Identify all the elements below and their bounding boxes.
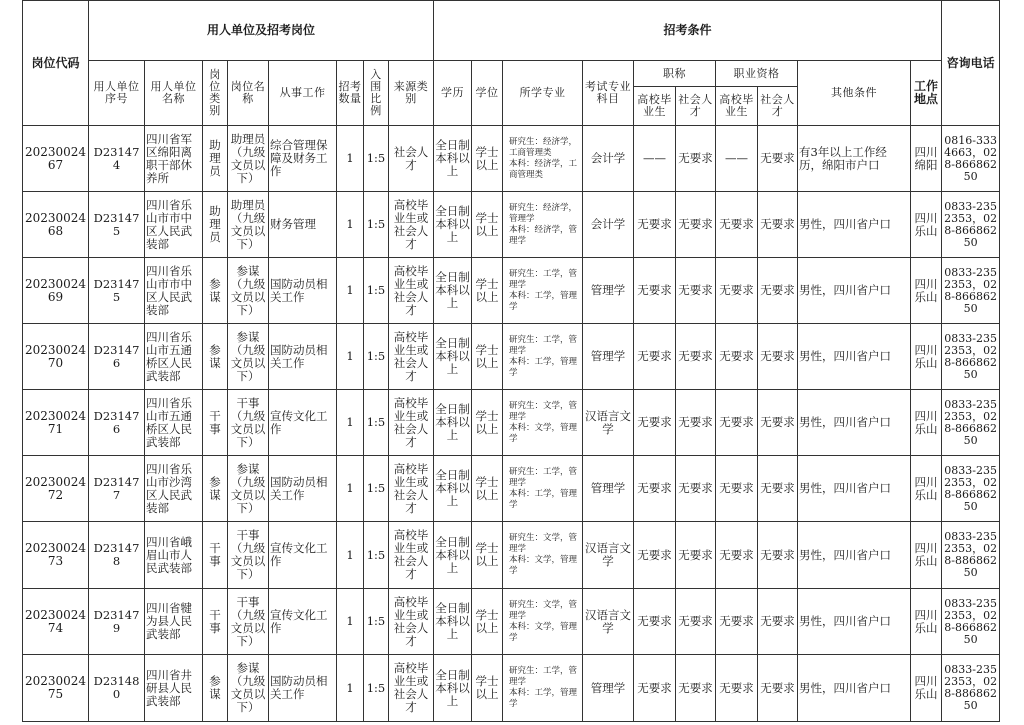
cell-post-name: 干事（九级文员以下）	[228, 522, 269, 589]
cell-qualification-social: 无要求	[758, 192, 798, 258]
cell-ratio: 1:5	[364, 655, 389, 722]
cell-source: 高校毕业生或社会人才	[389, 324, 434, 390]
cell-qualification-graduate: 无要求	[716, 390, 758, 456]
header-unit-name: 用人单位名称	[145, 61, 203, 126]
header-qualification-group: 职业资格	[716, 61, 798, 87]
cell-post-name: 参谋（九级文员以下）	[228, 324, 269, 390]
cell-ratio: 1:5	[364, 390, 389, 456]
cell-exam-subject: 管理学	[583, 258, 634, 324]
cell-exam-subject: 管理学	[583, 456, 634, 522]
cell-quota: 1	[337, 258, 364, 324]
cell-post-code: 2023002472	[23, 456, 89, 522]
header-location: 工作地点	[911, 61, 942, 126]
cell-ratio: 1:5	[364, 589, 389, 655]
cell-other: 男性，四川省户口	[798, 456, 911, 522]
cell-post-type: 干事	[203, 589, 228, 655]
cell-location: 四川乐山	[911, 258, 942, 324]
cell-post-type: 参谋	[203, 655, 228, 722]
header-degree: 学位	[472, 61, 503, 126]
cell-degree: 学士以上	[472, 456, 503, 522]
cell-education: 全日制本科以上	[434, 324, 472, 390]
cell-other: 男性，四川省户口	[798, 192, 911, 258]
cell-post-code: 2023002467	[23, 126, 89, 192]
cell-post-name: 干事（九级文员以下）	[228, 589, 269, 655]
table-row	[23, 324, 1000, 390]
header-unit-no: 用人单位序号	[89, 61, 145, 126]
cell-location: 四川乐山	[911, 192, 942, 258]
cell-post-code: 2023002474	[23, 589, 89, 655]
cell-major: 研究生：文学，管理学 本科：文学，管理学	[503, 522, 583, 589]
header-work: 从事工作	[269, 61, 337, 126]
cell-source: 高校毕业生或社会人才	[389, 589, 434, 655]
cell-major: 研究生：工学，管理学 本科：工学，管理学	[503, 655, 583, 722]
header-source: 来源类别	[389, 61, 434, 126]
cell-post-code: 2023002475	[23, 655, 89, 722]
cell-title-social: 无要求	[676, 126, 716, 192]
cell-quota: 1	[337, 192, 364, 258]
cell-work: 宣传文化工作	[269, 522, 337, 589]
cell-other: 男性，四川省户口	[798, 390, 911, 456]
cell-qualification-social: 无要求	[758, 522, 798, 589]
cell-work: 财务管理	[269, 192, 337, 258]
cell-quota: 1	[337, 390, 364, 456]
header-qualification-graduate: 高校毕业生	[716, 87, 758, 126]
cell-other: 男性，四川省户口	[798, 324, 911, 390]
cell-phone: 0833-2352353，028-86686250	[942, 390, 1000, 456]
cell-degree: 学士以上	[472, 655, 503, 722]
cell-other: 男性，四川省户口	[798, 655, 911, 722]
cell-major: 研究生：工学，管理学 本科：工学，管理学	[503, 258, 583, 324]
cell-qualification-social: 无要求	[758, 324, 798, 390]
table-row	[23, 522, 1000, 589]
cell-title-social: 无要求	[676, 324, 716, 390]
cell-other: 有3年以上工作经历，绵阳市户口	[798, 126, 911, 192]
cell-post-type: 参谋	[203, 258, 228, 324]
cell-location: 四川乐山	[911, 522, 942, 589]
cell-work: 宣传文化工作	[269, 390, 337, 456]
cell-post-code: 2023002470	[23, 324, 89, 390]
cell-qualification-graduate: 无要求	[716, 258, 758, 324]
cell-unit-name: 四川省乐山市五通桥区人民武装部	[145, 324, 203, 390]
cell-major: 研究生：文学，管理学 本科：文学，管理学	[503, 589, 583, 655]
cell-title-graduate: 无要求	[634, 390, 676, 456]
cell-qualification-graduate: 无要求	[716, 456, 758, 522]
cell-ratio: 1:5	[364, 192, 389, 258]
cell-work: 国防动员相关工作	[269, 456, 337, 522]
cell-unit-no: D231480	[89, 655, 145, 722]
cell-quota: 1	[337, 126, 364, 192]
cell-exam-subject: 会计学	[583, 192, 634, 258]
cell-post-name: 参谋（九级文员以下）	[228, 258, 269, 324]
cell-unit-name: 四川省军区绵阳离职干部休养所	[145, 126, 203, 192]
cell-source: 高校毕业生或社会人才	[389, 522, 434, 589]
cell-education: 全日制本科以上	[434, 456, 472, 522]
cell-unit-no: D231476	[89, 390, 145, 456]
cell-exam-subject: 汉语言文学	[583, 522, 634, 589]
cell-location: 四川乐山	[911, 589, 942, 655]
cell-post-type: 助理员	[203, 126, 228, 192]
cell-work: 国防动员相关工作	[269, 655, 337, 722]
cell-location: 四川乐山	[911, 456, 942, 522]
cell-ratio: 1:5	[364, 324, 389, 390]
cell-quota: 1	[337, 655, 364, 722]
header-post-code: 岗位代码	[23, 1, 89, 126]
cell-quota: 1	[337, 522, 364, 589]
cell-exam-subject: 汉语言文学	[583, 589, 634, 655]
cell-work: 国防动员相关工作	[269, 324, 337, 390]
cell-post-type: 干事	[203, 390, 228, 456]
cell-degree: 学士以上	[472, 126, 503, 192]
cell-qualification-graduate: 无要求	[716, 522, 758, 589]
cell-major: 研究生：工学，管理学 本科：工学，管理学	[503, 324, 583, 390]
cell-phone: 0833-2352353，028-86686250	[942, 192, 1000, 258]
cell-post-name: 参谋（九级文员以下）	[228, 655, 269, 722]
cell-unit-name: 四川省峨眉山市人民武装部	[145, 522, 203, 589]
cell-unit-no: D231475	[89, 192, 145, 258]
header-other: 其他条件	[798, 61, 911, 126]
cell-title-graduate: 无要求	[634, 456, 676, 522]
cell-title-graduate: 无要求	[634, 522, 676, 589]
cell-phone: 0833-2352353，028-88686250	[942, 522, 1000, 589]
cell-phone: 0833-2352353，028-86686250	[942, 258, 1000, 324]
cell-unit-name: 四川省乐山市五通桥区人民武装部	[145, 390, 203, 456]
table-row	[23, 456, 1000, 522]
recruitment-table	[22, 0, 1000, 722]
cell-post-code: 2023002473	[23, 522, 89, 589]
cell-education: 全日制本科以上	[434, 522, 472, 589]
cell-other: 男性，四川省户口	[798, 258, 911, 324]
cell-exam-subject: 管理学	[583, 324, 634, 390]
cell-phone: 0833-2352353，028-86686250	[942, 324, 1000, 390]
cell-post-code: 2023002471	[23, 390, 89, 456]
cell-qualification-social: 无要求	[758, 589, 798, 655]
table-row	[23, 192, 1000, 258]
header-education: 学历	[434, 61, 472, 126]
cell-major: 研究生：经济学，管理学 本科：经济学，管理学	[503, 192, 583, 258]
cell-post-type: 助理员	[203, 192, 228, 258]
cell-title-graduate: 无要求	[634, 258, 676, 324]
cell-phone: 0833-2352353，028-88686250	[942, 655, 1000, 722]
cell-quota: 1	[337, 324, 364, 390]
cell-qualification-graduate: 无要求	[716, 324, 758, 390]
cell-post-name: 干事（九级文员以下）	[228, 390, 269, 456]
cell-title-graduate: 无要求	[634, 655, 676, 722]
cell-quota: 1	[337, 456, 364, 522]
cell-other: 男性，四川省户口	[798, 589, 911, 655]
table-row	[23, 390, 1000, 456]
cell-source: 社会人才	[389, 126, 434, 192]
cell-exam-subject: 会计学	[583, 126, 634, 192]
cell-title-social: 无要求	[676, 390, 716, 456]
cell-degree: 学士以上	[472, 192, 503, 258]
cell-quota: 1	[337, 589, 364, 655]
cell-degree: 学士以上	[472, 258, 503, 324]
cell-title-social: 无要求	[676, 456, 716, 522]
cell-unit-name: 四川省乐山市市中区人民武装部	[145, 192, 203, 258]
cell-title-graduate: ——	[634, 126, 676, 192]
cell-degree: 学士以上	[472, 522, 503, 589]
header-group-conditions: 招考条件	[434, 1, 942, 61]
cell-title-social: 无要求	[676, 655, 716, 722]
cell-education: 全日制本科以上	[434, 390, 472, 456]
cell-location: 四川乐山	[911, 655, 942, 722]
cell-post-type: 参谋	[203, 324, 228, 390]
cell-unit-no: D231475	[89, 258, 145, 324]
header-post-type: 岗位类别	[203, 61, 228, 126]
header-phone: 咨询电话	[942, 1, 1000, 126]
table-row	[23, 258, 1000, 324]
cell-major: 研究生：经济学，工商管理类 本科：经济学，工商管理类	[503, 126, 583, 192]
cell-phone: 0816-3334663，028-86686250	[942, 126, 1000, 192]
cell-qualification-social: 无要求	[758, 655, 798, 722]
header-ratio: 入围比例	[364, 61, 389, 126]
cell-education: 全日制本科以上	[434, 126, 472, 192]
cell-qualification-social: 无要求	[758, 126, 798, 192]
cell-unit-no: D231476	[89, 324, 145, 390]
cell-unit-name: 四川省井研县人民武装部	[145, 655, 203, 722]
header-post-name: 岗位名称	[228, 61, 269, 126]
cell-education: 全日制本科以上	[434, 589, 472, 655]
cell-qualification-graduate: 无要求	[716, 589, 758, 655]
cell-source: 高校毕业生或社会人才	[389, 456, 434, 522]
cell-qualification-graduate: 无要求	[716, 192, 758, 258]
cell-qualification-social: 无要求	[758, 258, 798, 324]
cell-education: 全日制本科以上	[434, 655, 472, 722]
cell-other: 男性，四川省户口	[798, 522, 911, 589]
cell-phone: 0833-2352353，028-86686250	[942, 456, 1000, 522]
header-major: 所学专业	[503, 61, 583, 126]
cell-work: 综合管理保障及财务工作	[269, 126, 337, 192]
header-exam-subject: 考试专业科目	[583, 61, 634, 126]
cell-title-social: 无要求	[676, 192, 716, 258]
cell-degree: 学士以上	[472, 589, 503, 655]
cell-source: 高校毕业生或社会人才	[389, 258, 434, 324]
table-row	[23, 655, 1000, 722]
header-title-social: 社会人才	[676, 87, 716, 126]
header-quota: 招考数量	[337, 61, 364, 126]
cell-location: 四川绵阳	[911, 126, 942, 192]
cell-qualification-social: 无要求	[758, 390, 798, 456]
cell-title-social: 无要求	[676, 589, 716, 655]
cell-ratio: 1:5	[364, 456, 389, 522]
cell-post-type: 干事	[203, 522, 228, 589]
header-group-unit: 用人单位及招考岗位	[89, 1, 434, 61]
cell-post-name: 助理员（九级文员以下）	[228, 192, 269, 258]
cell-title-social: 无要求	[676, 522, 716, 589]
cell-qualification-graduate: 无要求	[716, 655, 758, 722]
cell-phone: 0833-2352353，028-86686250	[942, 589, 1000, 655]
cell-unit-no: D231474	[89, 126, 145, 192]
cell-title-graduate: 无要求	[634, 589, 676, 655]
cell-degree: 学士以上	[472, 390, 503, 456]
cell-unit-name: 四川省乐山市沙湾区人民武装部	[145, 456, 203, 522]
cell-education: 全日制本科以上	[434, 258, 472, 324]
cell-post-code: 2023002468	[23, 192, 89, 258]
header-title-graduate: 高校毕业生	[634, 87, 676, 126]
cell-education: 全日制本科以上	[434, 192, 472, 258]
cell-title-social: 无要求	[676, 258, 716, 324]
cell-location: 四川乐山	[911, 324, 942, 390]
cell-ratio: 1:5	[364, 522, 389, 589]
cell-unit-no: D231477	[89, 456, 145, 522]
cell-major: 研究生：文学，管理学 本科：文学，管理学	[503, 390, 583, 456]
cell-ratio: 1:5	[364, 258, 389, 324]
cell-post-name: 参谋（九级文员以下）	[228, 456, 269, 522]
cell-exam-subject: 管理学	[583, 655, 634, 722]
cell-location: 四川乐山	[911, 390, 942, 456]
cell-post-name: 助理员（九级文员以下）	[228, 126, 269, 192]
recruitment-sheet	[22, 0, 1000, 722]
cell-qualification-social: 无要求	[758, 456, 798, 522]
cell-post-code: 2023002469	[23, 258, 89, 324]
cell-ratio: 1:5	[364, 126, 389, 192]
cell-source: 高校毕业生或社会人才	[389, 655, 434, 722]
cell-post-type: 参谋	[203, 456, 228, 522]
cell-unit-no: D231478	[89, 522, 145, 589]
cell-source: 高校毕业生或社会人才	[389, 390, 434, 456]
cell-title-graduate: 无要求	[634, 324, 676, 390]
header-qualification-social: 社会人才	[758, 87, 798, 126]
cell-source: 高校毕业生或社会人才	[389, 192, 434, 258]
cell-degree: 学士以上	[472, 324, 503, 390]
cell-qualification-graduate: ——	[716, 126, 758, 192]
header-title-group: 职称	[634, 61, 716, 87]
cell-title-graduate: 无要求	[634, 192, 676, 258]
table-row	[23, 589, 1000, 655]
cell-major: 研究生：工学，管理学 本科：工学，管理学	[503, 456, 583, 522]
table-row	[23, 126, 1000, 192]
cell-unit-name: 四川省犍为县人民武装部	[145, 589, 203, 655]
cell-unit-no: D231479	[89, 589, 145, 655]
cell-exam-subject: 汉语言文学	[583, 390, 634, 456]
cell-work: 国防动员相关工作	[269, 258, 337, 324]
cell-work: 宣传文化工作	[269, 589, 337, 655]
cell-unit-name: 四川省乐山市市中区人民武装部	[145, 258, 203, 324]
